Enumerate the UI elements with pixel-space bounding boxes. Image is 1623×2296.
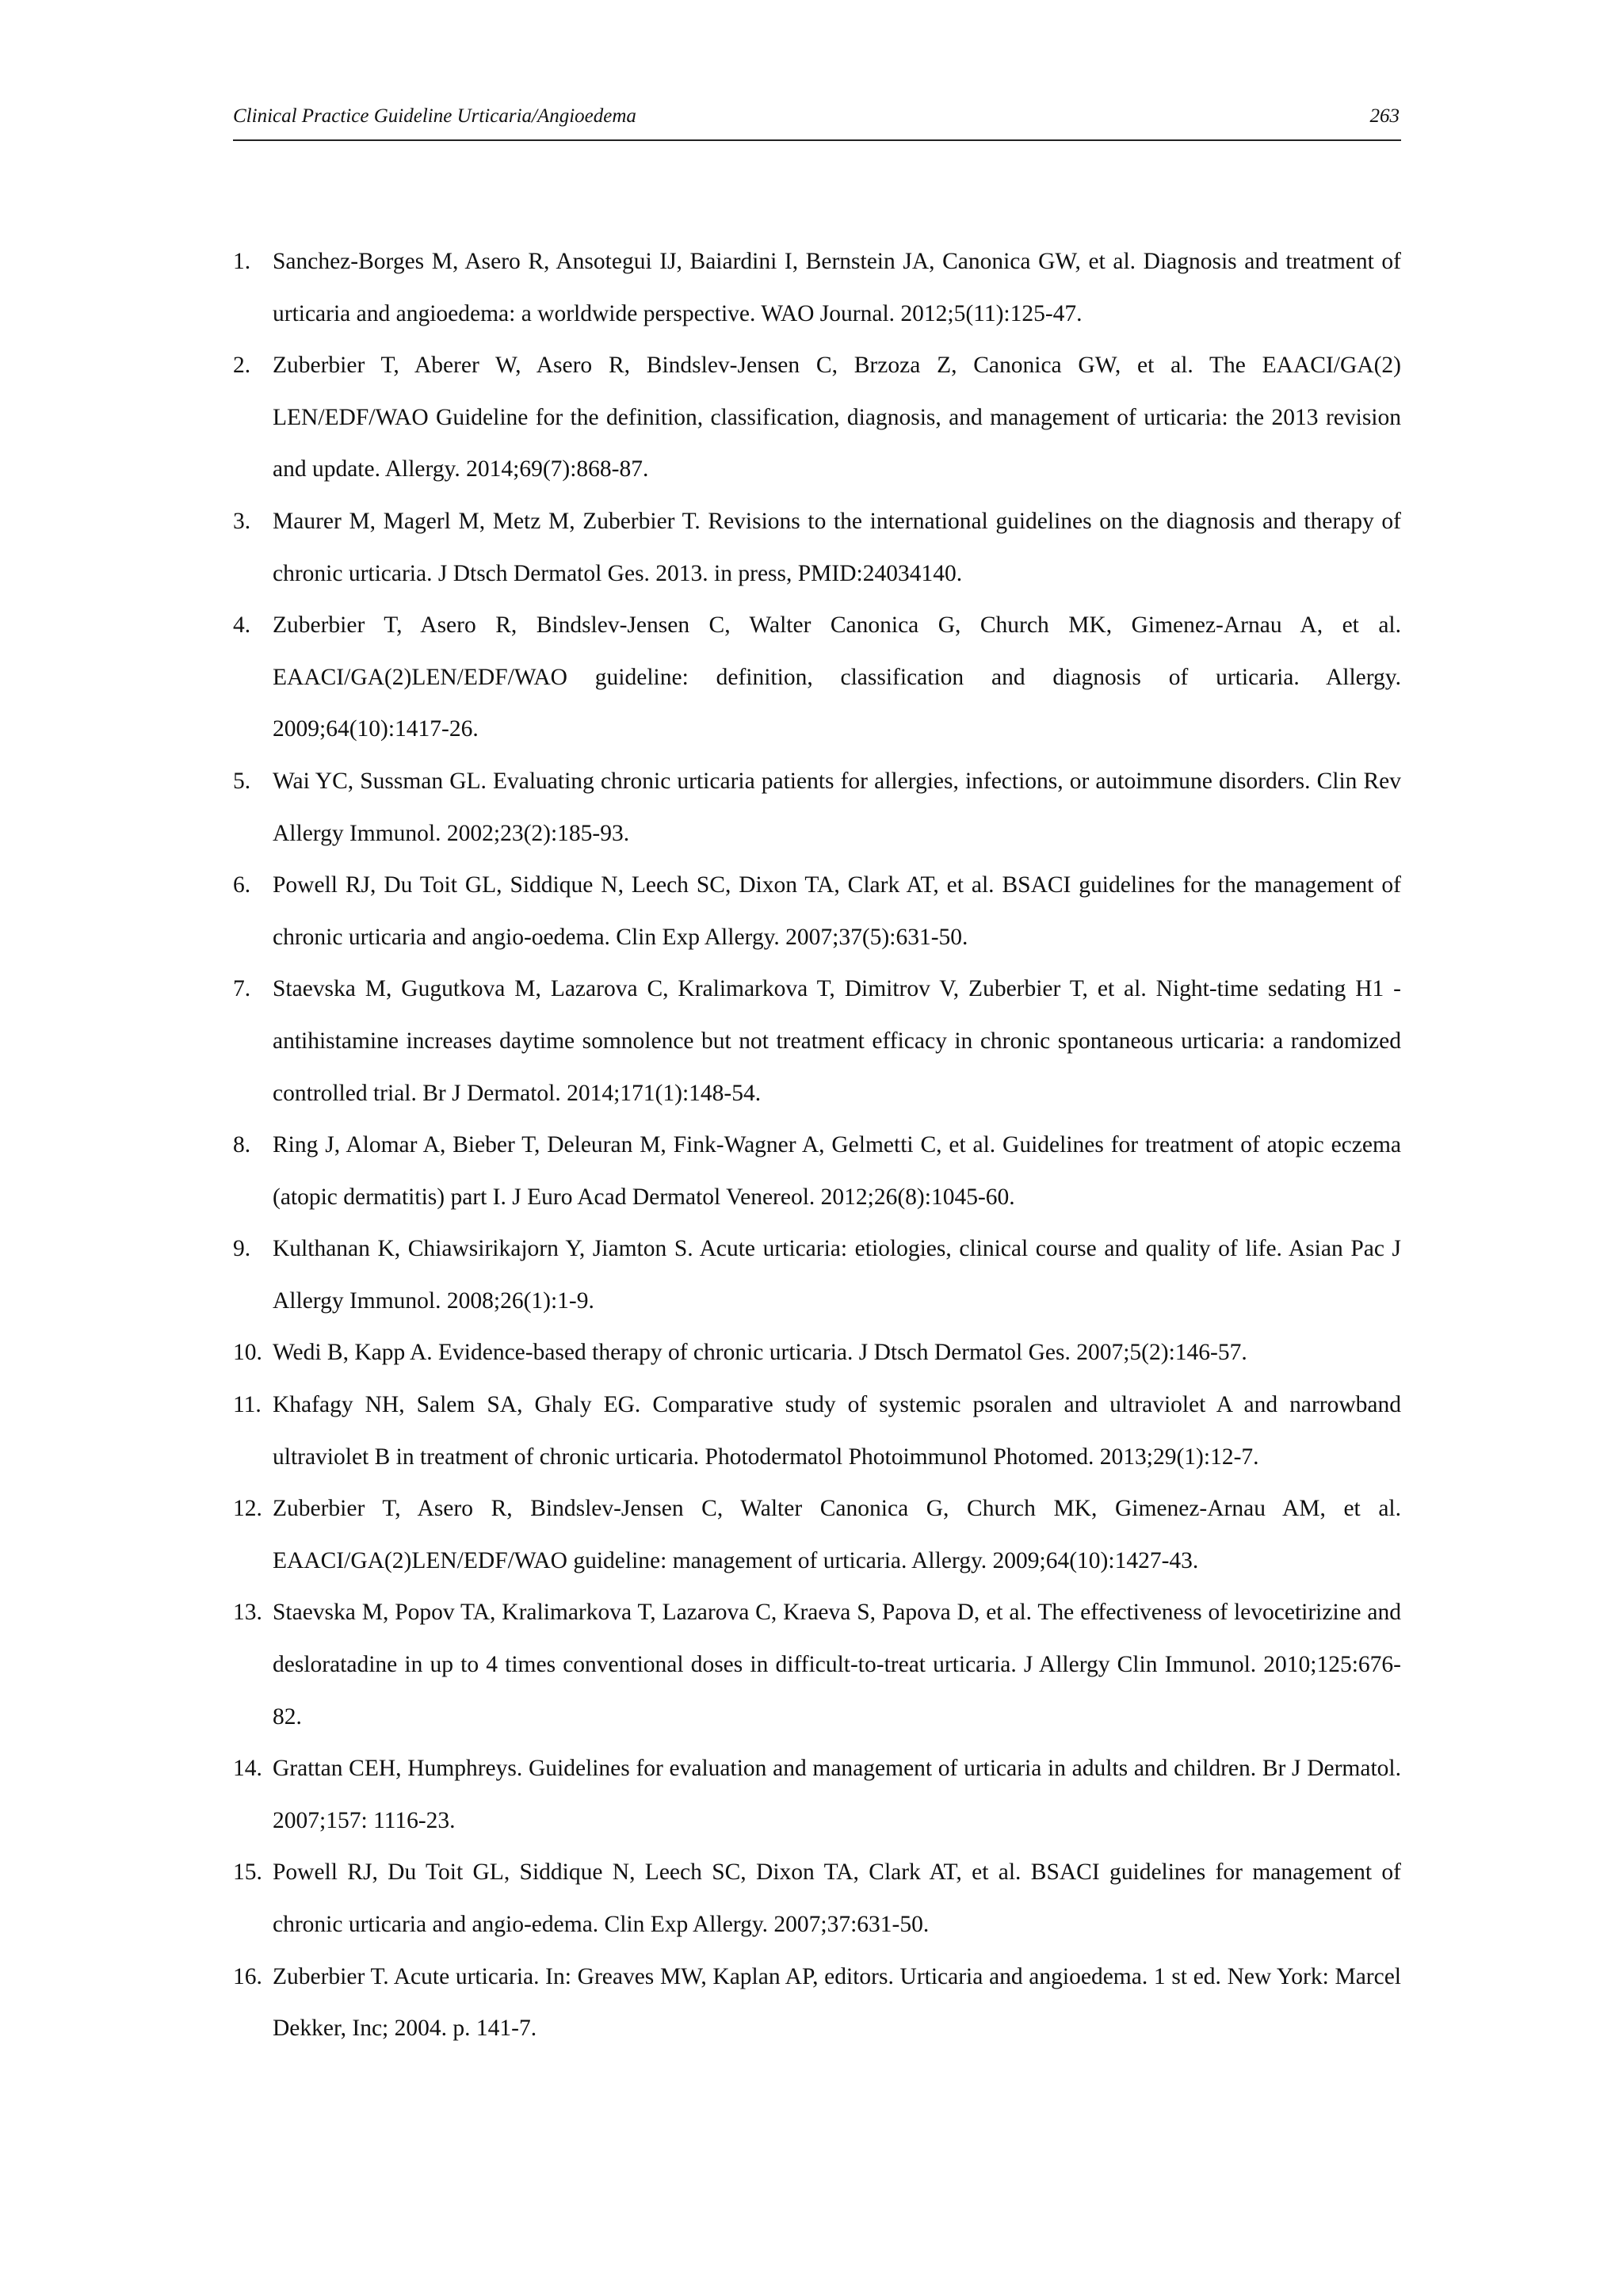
reference-text: Grattan CEH, Humphreys. Guidelines for evaluation and management of urticaria in adults and children. Br J Dermatol. 2007;157: 1116-23. xyxy=(273,1756,1401,1833)
page-number: 263 xyxy=(1369,105,1400,127)
reference-item xyxy=(233,1483,1401,1587)
reference-number: 14. xyxy=(233,1756,262,1782)
running-title: Clinical Practice Guideline Urticaria/Angioedema xyxy=(233,105,636,127)
reference-item xyxy=(233,1223,1401,1327)
reference-item xyxy=(233,1587,1401,1743)
page-header xyxy=(233,101,1401,141)
reference-text: Powell RJ, Du Toit GL, Siddique N, Leech SC, Dixon TA, Clark AT, et al. BSACI guidelines for the management of chronic urticaria and angio-oedema. Clin Exp Allergy. 2007;37(5):631-50. xyxy=(273,872,1401,950)
reference-number: 8. xyxy=(233,1132,251,1158)
reference-text: Kulthanan K, Chiawsirikajorn Y, Jiamton S. Acute urticaria: etiologies, clinical course and quality of life. Asian Pac J Allergy Immunol. 2008;26(1):1-9. xyxy=(273,1236,1401,1314)
reference-text: Zuberbier T, Asero R, Bindslev-Jensen C, Walter Canonica G, Church MK, Gimenez-Arnau A, et al. EAACI/GA(2)LEN/EDF/WAO guideline: definition, classification and diagnosis of urticaria. Allergy. 2009;64(10):1417-26. xyxy=(273,612,1401,742)
reference-number: 7. xyxy=(233,976,251,1002)
reference-text: Sanchez-Borges M, Asero R, Ansotegui IJ, Baiardini I, Bernstein JA, Canonica GW, et al. Diagnosis and treatment of urticaria and angioedema: a worldwide perspective. WAO Journal. 2012;5(11):125-47. xyxy=(273,249,1401,326)
reference-number: 10. xyxy=(233,1340,262,1366)
reference-item xyxy=(233,496,1401,600)
reference-text: Maurer M, Magerl M, Metz M, Zuberbier T. Revisions to the international guidelines on the diagnosis and therapy of chronic urticaria. J Dtsch Dermatol Ges. 2013. in press, PMID:24034140. xyxy=(273,508,1401,586)
reference-item xyxy=(233,600,1401,756)
reference-text: Khafagy NH, Salem SA, Ghaly EG. Comparative study of systemic psoralen and ultraviolet A and narrowband ultraviolet B in treatment of chronic urticaria. Photodermatol Photoimmunol Photomed. 2013;29(1):12-7. xyxy=(273,1392,1401,1470)
reference-item xyxy=(233,1327,1401,1379)
reference-text: Wai YC, Sussman GL. Evaluating chronic urticaria patients for allergies, infections, or autoimmune disorders. Clin Rev Allergy Immunol. 2002;23(2):185-93. xyxy=(273,768,1401,846)
reference-text: Staevska M, Popov TA, Kralimarkova T, Lazarova C, Kraeva S, Papova D, et al. The effectiveness of levocetirizine and desloratadine in up to 4 times conventional doses in difficult-to-treat urticaria. J Allergy Clin Immunol. 2010;125:676-82. xyxy=(273,1600,1401,1730)
reference-number: 6. xyxy=(233,872,251,898)
reference-item xyxy=(233,1119,1401,1223)
reference-list xyxy=(233,236,1401,2055)
reference-text: Zuberbier T. Acute urticaria. In: Greaves MW, Kaplan AP, editors. Urticaria and angioedema. 1 st ed. New York: Marcel Dekker, Inc; 2004. p. 141-7. xyxy=(273,1963,1401,2042)
reference-item xyxy=(233,236,1401,340)
reference-number: 15. xyxy=(233,1859,262,1886)
reference-number: 1. xyxy=(233,249,251,274)
reference-number: 3. xyxy=(233,508,251,534)
reference-number: 9. xyxy=(233,1236,251,1262)
reference-item xyxy=(233,963,1401,1119)
reference-number: 5. xyxy=(233,768,251,794)
reference-item xyxy=(233,1743,1401,1847)
reference-number: 12. xyxy=(233,1496,262,1522)
reference-number: 13. xyxy=(233,1600,262,1626)
reference-number: 11. xyxy=(233,1392,262,1418)
reference-number: 4. xyxy=(233,612,251,639)
reference-item xyxy=(233,1379,1401,1483)
reference-item xyxy=(233,1847,1401,1951)
reference-number: 2. xyxy=(233,353,251,379)
reference-number: 16. xyxy=(233,1963,262,1989)
reference-text: Powell RJ, Du Toit GL, Siddique N, Leech SC, Dixon TA, Clark AT, et al. BSACI guidelines for management of chronic urticaria and angio-edema. Clin Exp Allergy. 2007;37:631-50. xyxy=(273,1859,1401,1937)
reference-item xyxy=(233,340,1401,496)
reference-text: Zuberbier T, Asero R, Bindslev-Jensen C, Walter Canonica G, Church MK, Gimenez-Arnau AM, et al. EAACI/GA(2)LEN/EDF/WAO guideline: management of urticaria. Allergy. 2009;64(10):1427-43. xyxy=(273,1496,1401,1573)
reference-text: Ring J, Alomar A, Bieber T, Deleuran M, Fink-Wagner A, Gelmetti C, et al. Guidelines for treatment of atopic eczema (atopic dermatitis) part I. J Euro Acad Dermatol Venereol. 2012;26(8):1045-60. xyxy=(273,1132,1401,1210)
reference-item xyxy=(233,756,1401,860)
reference-text: Staevska M, Gugutkova M, Lazarova C, Kralimarkova T, Dimitrov V, Zuberbier T, et al. Night-time sedating H1 -antihistamine increases daytime somnolence but not treatment efficacy in chronic spontaneous urticaria: a randomized controlled trial. Br J Dermatol. 2014;171(1):148-54. xyxy=(273,976,1401,1106)
reference-text: Wedi B, Kapp A. Evidence-based therapy of chronic urticaria. J Dtsch Dermatol Ges. 2007;5(2):146-57. xyxy=(273,1340,1247,1366)
reference-item xyxy=(233,1951,1401,2055)
reference-text: Zuberbier T, Aberer W, Asero R, Bindslev-Jensen C, Brzoza Z, Canonica GW, et al. The EAACI/GA(2) LEN/EDF/WAO Guideline for the definition, classification, diagnosis, and management of urticaria: the 2013 revision and update. Allergy. 2014;69(7):868-87. xyxy=(273,353,1401,482)
reference-item xyxy=(233,860,1401,963)
